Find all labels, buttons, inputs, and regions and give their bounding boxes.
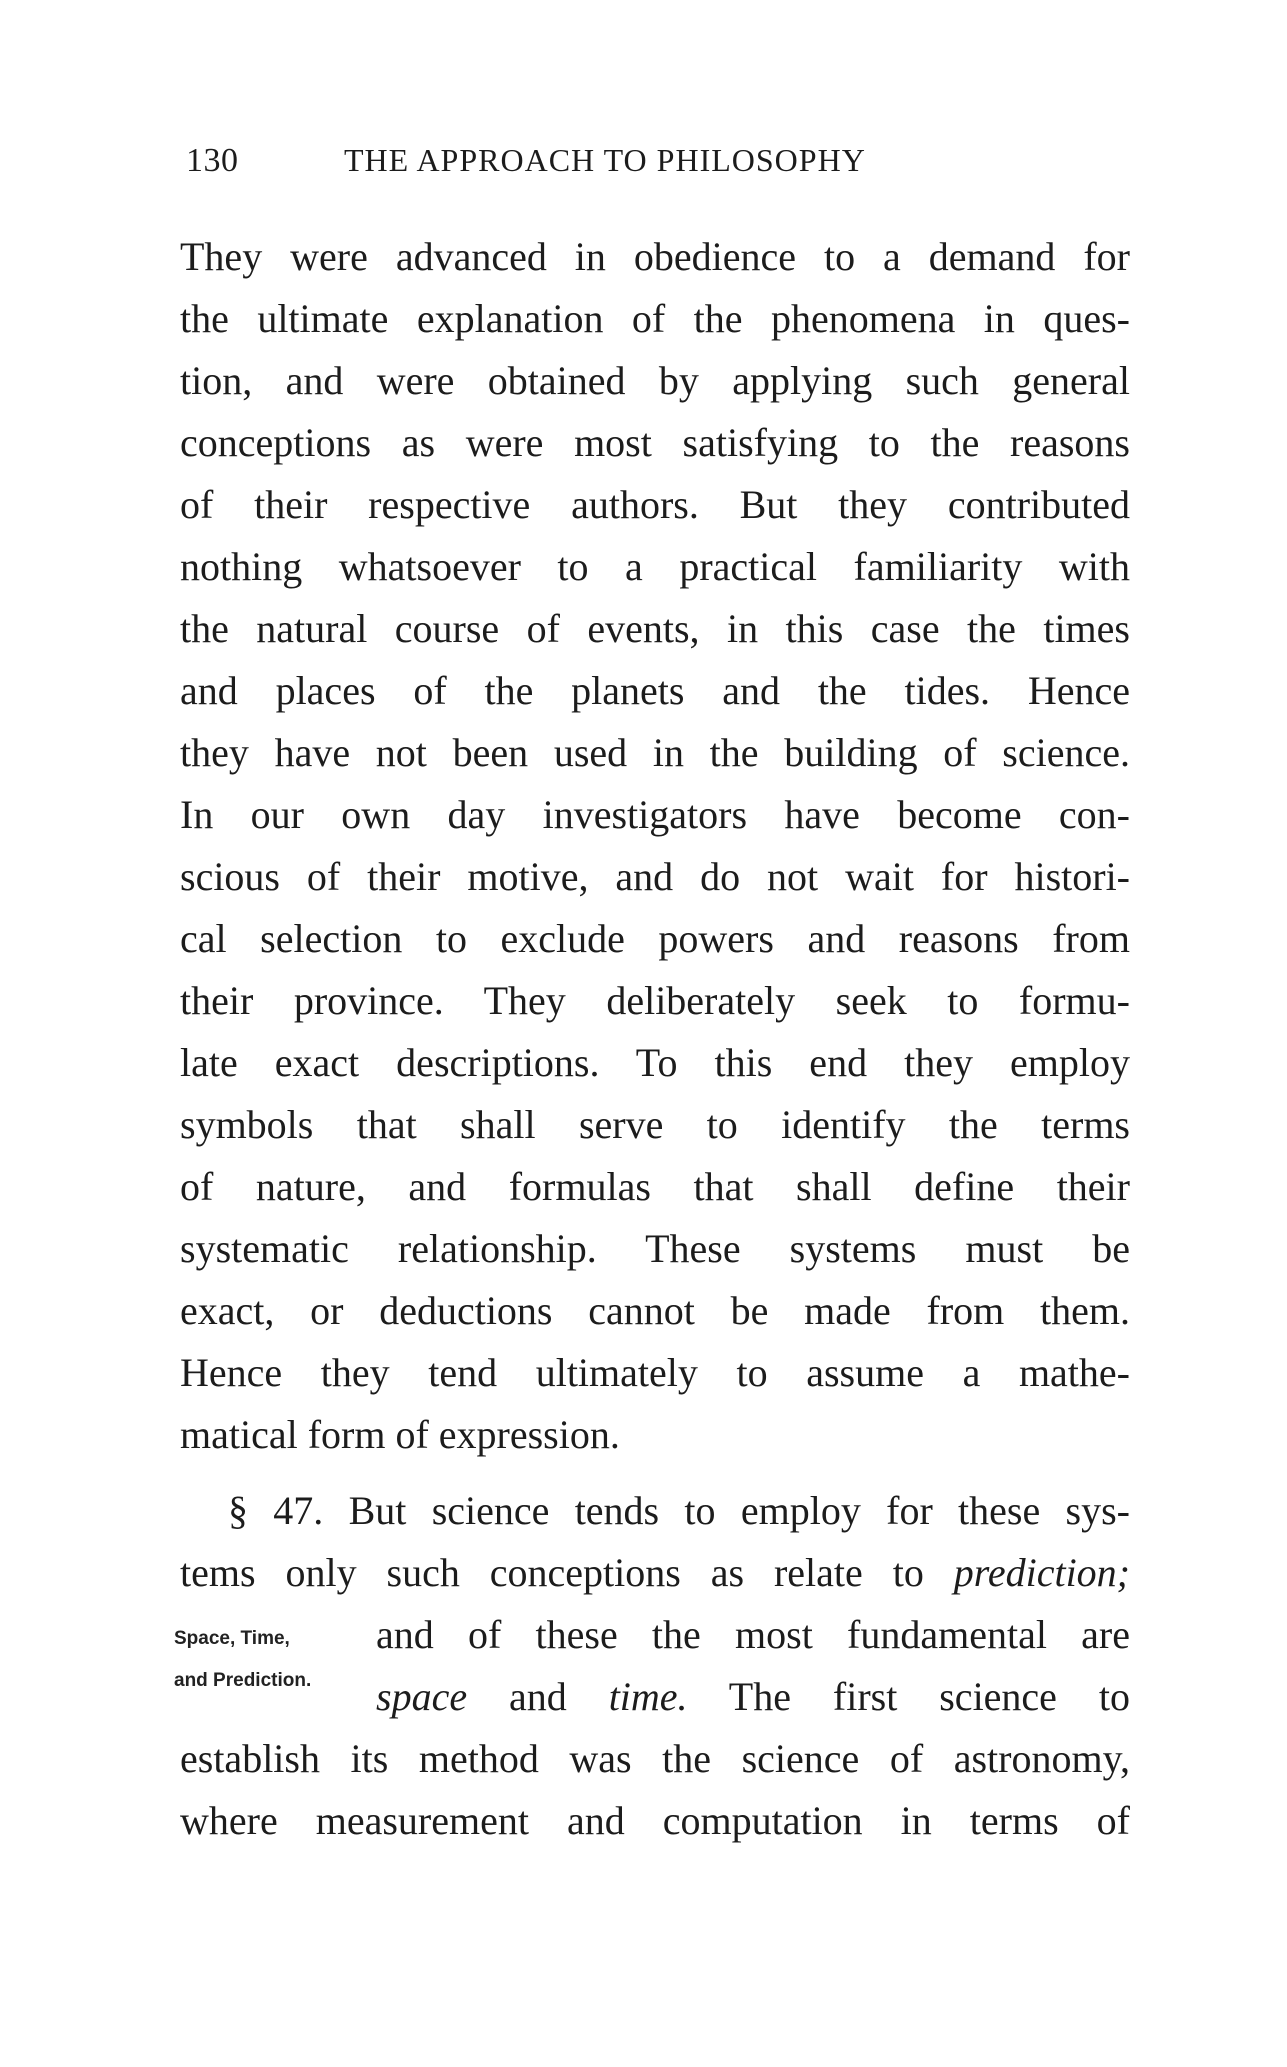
text-line: exact, or deductions cannot be made from them. [180,1288,1130,1333]
text-line: and of these the most fundamental are [376,1612,1130,1657]
text-line: systematic relationship. These systems must be [180,1226,1130,1271]
running-head [186,142,1126,192]
text-line: scious of their motive, and do not wait for histori- [180,854,1130,899]
text-line: they have not been used in the building of science. [180,730,1130,775]
text-line: cal selection to exclude powers and reasons from [180,916,1130,961]
text-line: of nature, and formulas that shall define their [180,1164,1130,1209]
text-line: nothing whatsoever to a practical familiarity with [180,544,1130,589]
text-line: matical form of expression. [180,1412,620,1457]
text-line: where measurement and computation in terms of [180,1798,1130,1843]
text-line: of their respective authors. But they contributed [180,482,1130,527]
text-line: tion, and were obtained by applying such general [180,358,1130,403]
emphasis-text: prediction; [953,1550,1130,1595]
text-run: tems only such conceptions as relate to [180,1550,954,1595]
page-number: 130 [186,142,239,179]
margin-note-line: Space, Time, [174,1628,290,1649]
text-line [180,1542,1130,1604]
text-line: In our own day investigators have become con- [180,792,1130,837]
text-line: late exact descriptions. To this end they employ [180,1040,1130,1085]
text-line: establish its method was the science of astronomy, [180,1736,1130,1781]
text-line: their province. They deliberately seek to formu- [180,978,1130,1023]
text-line: the ultimate explanation of the phenomena in ques- [180,296,1130,341]
text-run: The first science to [687,1674,1130,1719]
text-line [376,1666,1130,1728]
text-run: and [467,1674,609,1719]
text-line: and places of the planets and the tides. Hence [180,668,1130,713]
text-line: conceptions as were most satisfying to the reasons [180,420,1130,465]
text-line: Hence they tend ultimately to assume a mathe- [180,1350,1130,1395]
text-line: They were advanced in obedience to a demand for [180,234,1130,279]
text-line: symbols that shall serve to identify the terms [180,1102,1130,1147]
emphasis-text: time. [608,1674,688,1719]
text-line: § 47. But science tends to employ for these sys- [228,1488,1130,1533]
margin-note-line: and Prediction. [174,1670,312,1691]
running-title: THE APPROACH TO PHILOSOPHY [344,142,866,178]
emphasis-text: space [376,1674,468,1719]
text-line: the natural course of events, in this case the times [180,606,1130,651]
